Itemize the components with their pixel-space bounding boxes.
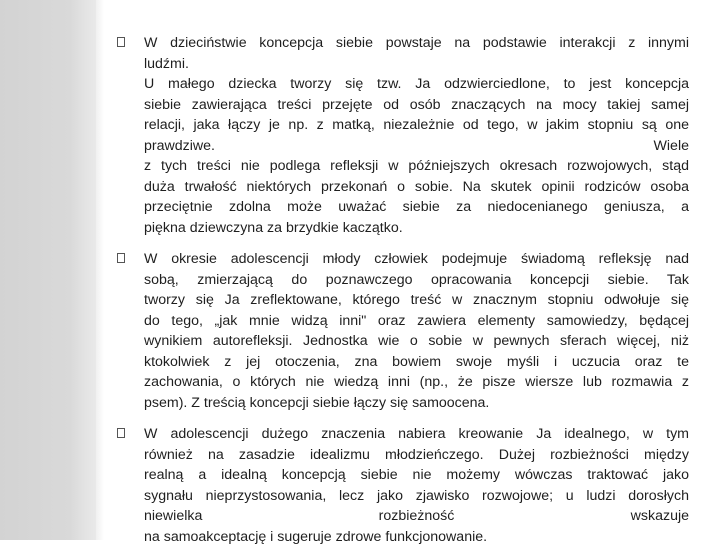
left-bar-edge <box>96 0 104 540</box>
paragraph-line: W adolescencji dużego znaczenia nabiera kreowanie Ja idealnego, w tym <box>144 426 689 442</box>
paragraph-line: z tych treści nie podlega refleksji w późniejszych okresach rozwojowych, stąd <box>144 158 689 174</box>
bullet-box-icon <box>117 428 125 438</box>
bullet-list <box>117 33 689 558</box>
paragraph-line: realną a idealną koncepcją siebie nie możemy wówczas traktować jako <box>144 467 689 483</box>
paragraph-line: U małego dziecka tworzy się tzw. Ja odzwierciedlone, to jest koncepcja <box>144 76 689 92</box>
paragraph-line: piękna dziewczyna za brzydkie kaczątko. <box>144 219 403 236</box>
paragraph-line: tworzy się Ja zreflektowane, którego treść w znacznym stopniu odwołuje się <box>144 292 689 308</box>
bullet-paragraph <box>144 249 689 413</box>
paragraph-line: wynikiem autorefleksji. Jednostka wie o sobie w pewnych sferach więcej, niż <box>144 333 689 349</box>
paragraph-line: prawdziwe. Wiele <box>144 137 689 154</box>
paragraph-line: niewielka rozbieżność wskazuje <box>144 508 689 524</box>
bullet-item-3 <box>117 424 689 547</box>
paragraph-line: ktokolwiek z jej otoczenia, zna bowiem swoje myśli i uczucia oraz te <box>144 353 689 370</box>
bullet-paragraph <box>144 33 689 238</box>
paragraph-line: na samoakceptację i sugeruje zdrowe funkcjonowanie. <box>144 528 488 545</box>
paragraph-line: zachowania, o których nie wiedzą inni (np., że pisze wiersze lub rozmawia z <box>144 374 689 390</box>
bullet-box-icon <box>117 253 125 263</box>
bullet-paragraph <box>144 424 689 547</box>
paragraph-line: przeciętnie zdolna może uważać siebie za niedocenianego geniusza, a <box>144 199 689 215</box>
bullet-item-1 <box>117 33 689 238</box>
paragraph-line: relacji, jaka łączy je np. z matką, niezależnie od tego, w jakim stopniu są one <box>144 117 689 133</box>
paragraph-line: psem). Z treścią koncepcji siebie łączy się samoocena. <box>144 394 490 411</box>
paragraph-line: również na zasadzie idealizmu młodzieńczego. Dużej rozbieżności między <box>144 446 689 463</box>
paragraph-line: W dzieciństwie koncepcja siebie powstaje na podstawie interakcji z innymi <box>144 35 689 51</box>
paragraph-line: sobą, zmierzającą do poznawczego opracowania koncepcji siebie. Tak <box>144 271 689 288</box>
paragraph-line: duża trwałość niektórych przekonań o sobie. Na skutek opinii rodziców osoba <box>144 178 689 195</box>
paragraph-line: do tego, „jak mnie widzą inni" oraz zawiera elementy samowiedzy, będącej <box>144 312 689 329</box>
paragraph-line: W okresie adolescencji młody człowiek podejmuje świadomą refleksję nad <box>144 251 689 267</box>
bullet-box-icon <box>117 37 125 47</box>
paragraph-line: sygnału nieprzystosowania, lecz jako zjawisko rozwojowe; u ludzi dorosłych <box>144 487 689 504</box>
bullet-item-2 <box>117 249 689 413</box>
paragraph-line: siebie zawierająca treści przejęte od osób znaczących na mocy takiej samej <box>144 96 689 113</box>
paragraph-line: ludźmi. <box>144 55 189 72</box>
left-decorative-bar <box>0 0 96 540</box>
